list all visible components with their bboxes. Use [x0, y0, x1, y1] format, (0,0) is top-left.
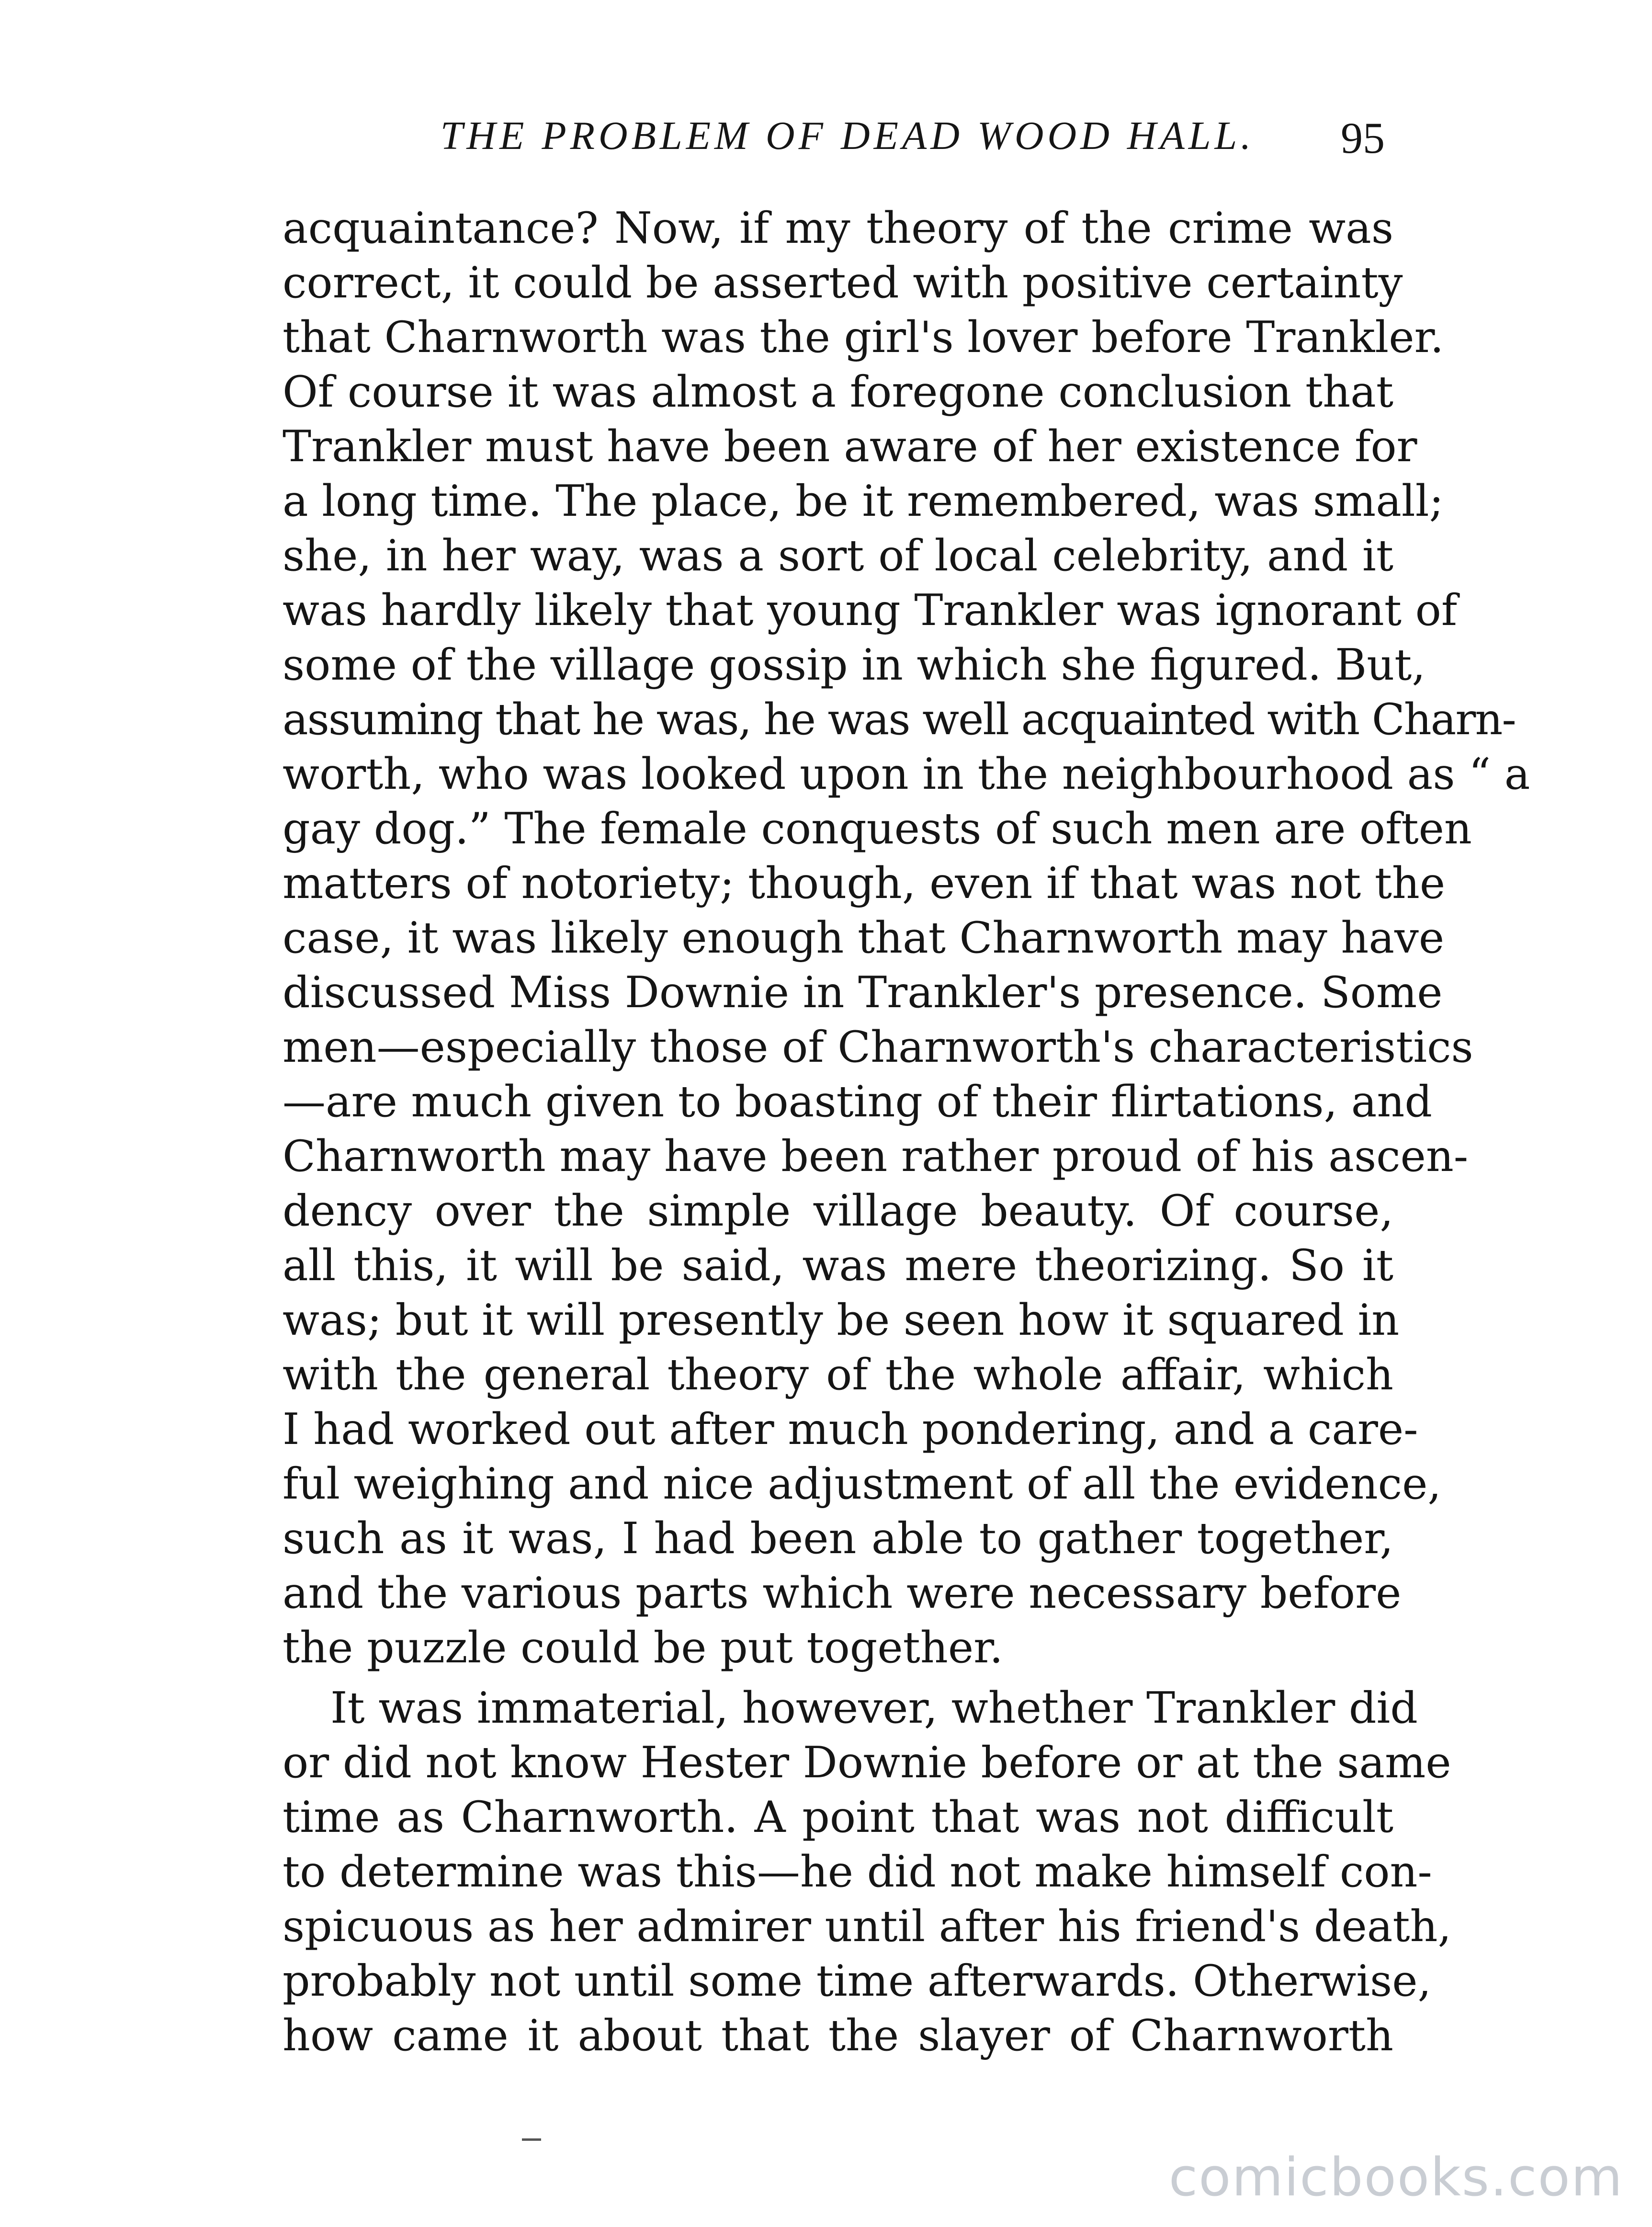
text-line: how came it about that the slayer of Charnworth — [283, 2011, 1393, 2061]
text-line: she, in her way, was a sort of local celebrity, and it — [283, 531, 1393, 581]
text-line: Trankler must have been aware of her existence for — [283, 421, 1417, 472]
text-line: acquaintance? Now, if my theory of the crime was — [283, 203, 1393, 253]
text-line: It was immaterial, however, whether Trankler did — [330, 1683, 1418, 1733]
text-line: a long time. The place, be it remembered, was small; — [283, 476, 1444, 526]
text-line: all this, it will be said, was mere theorizing. So it — [283, 1240, 1393, 1291]
text-line: to determine was this—he did not make himself con- — [283, 1847, 1432, 1897]
text-line: —are much given to boasting of their flirtations, and — [283, 1077, 1432, 1127]
text-line: with the general theory of the whole affair, which — [283, 1350, 1393, 1400]
paragraph-gap — [283, 1675, 1393, 1681]
text-line: the puzzle could be put together. — [283, 1623, 1003, 1673]
watermark: comicbooks.com — [1168, 2147, 1623, 2208]
text-line: discussed Miss Downie in Trankler's presence. Some — [283, 967, 1443, 1018]
text-line: was hardly likely that young Trankler was ignorant of — [283, 585, 1458, 636]
page-number: 95 — [1341, 114, 1385, 162]
text-line: that Charnworth was the girl's lover before Trankler. — [283, 312, 1444, 363]
text-line: spicuous as her admirer until after his friend's death, — [283, 1901, 1452, 1952]
text-line: case, it was likely enough that Charnworth may have — [283, 913, 1445, 963]
running-title: THE PROBLEM OF DEAD WOOD HALL. — [440, 114, 1255, 158]
text-line: gay dog.” The female conquests of such men are often — [283, 804, 1472, 854]
text-line: men—especially those of Charnworth's characteristics — [283, 1022, 1473, 1072]
text-line: Charnworth may have been rather proud of his ascen- — [283, 1131, 1469, 1182]
text-line: matters of notoriety; though, even if that was not the — [283, 858, 1446, 909]
text-line: and the various parts which were necessary before — [283, 1568, 1402, 1618]
text-line: or did not know Hester Downie before or at the same — [283, 1738, 1451, 1788]
text-line: such as it was, I had been able to gather together, — [283, 1513, 1393, 1564]
text-line: some of the village gossip in which she figured. But, — [283, 640, 1426, 690]
text-line: worth, who was looked upon in the neighbourhood as “ a — [283, 749, 1530, 799]
print-speck — [522, 2138, 541, 2141]
text-line: Of course it was almost a foregone conclusion that — [283, 367, 1393, 417]
text-line: dency over the simple village beauty. Of course, — [283, 1186, 1393, 1236]
text-line: I had worked out after much pondering, and a care- — [283, 1404, 1418, 1454]
text-line: assuming that he was, he was well acquainted with Charn- — [283, 694, 1516, 745]
text-line: was; but it will presently be seen how it squared in — [283, 1295, 1400, 1345]
text-line: time as Charnworth. A point that was not difficult — [283, 1792, 1393, 1842]
body-text — [283, 201, 1530, 2063]
text-line: ful weighing and nice adjustment of all the evidence, — [283, 1459, 1441, 1509]
text-line: correct, it could be asserted with positive certainty — [283, 258, 1403, 308]
text-line: probably not until some time afterwards. Otherwise, — [283, 1956, 1432, 2006]
